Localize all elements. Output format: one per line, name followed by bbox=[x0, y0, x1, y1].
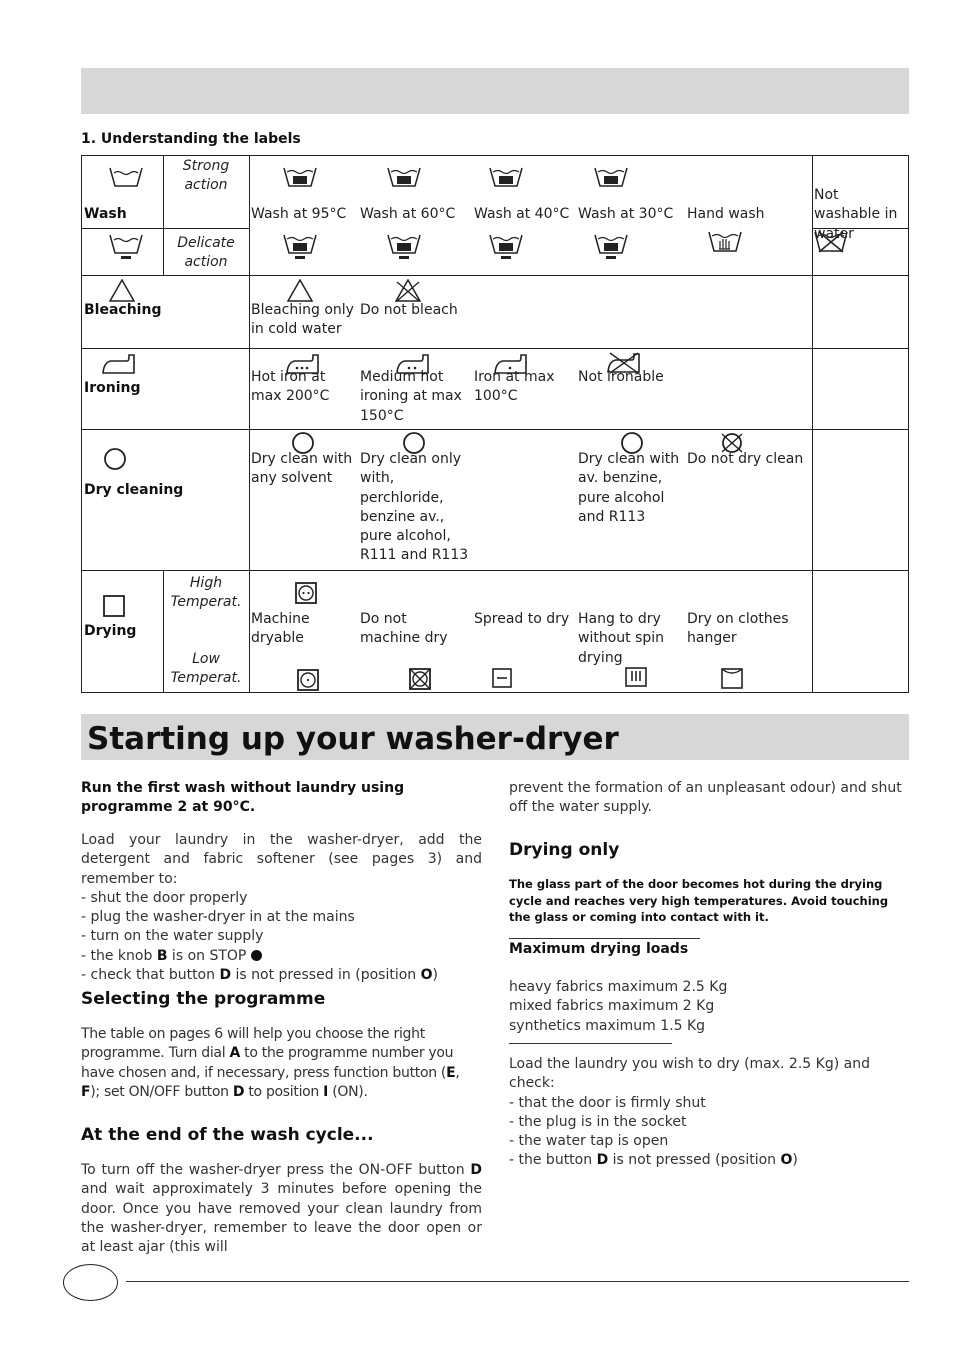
selecting-heading: Selecting the programme bbox=[81, 989, 326, 1009]
drying-square-icon bbox=[103, 595, 125, 617]
intro-bold: Run the first wash without laundry using programme 2 at 90°C. bbox=[81, 780, 405, 816]
dry-load-text: Load the laundry you wish to dry (max. 2.5 Kg) and check: bbox=[509, 1056, 870, 1092]
wash-60-text: Wash at 60°C bbox=[360, 206, 456, 222]
not-washable-text: Not washable in water bbox=[814, 187, 898, 242]
no-bleach-text: Do not bleach bbox=[360, 302, 458, 318]
stop-dot-icon bbox=[251, 950, 262, 961]
wash-95-delicate-icon bbox=[283, 233, 317, 261]
dry-cleaning-label: Dry cleaning bbox=[84, 482, 184, 498]
hand-wash-text: Hand wash bbox=[687, 206, 765, 222]
iron-hot-text: Hot iron at max 200°C bbox=[251, 369, 330, 405]
wash-60-delicate-icon bbox=[387, 233, 421, 261]
dry-clean-f-text: Dry clean with av. benzine, pure alcohol and R113 bbox=[578, 451, 680, 525]
check-item: - the button D is not pressed (position O) bbox=[509, 1152, 798, 1169]
max-loads-heading: Maximum drying loads bbox=[509, 941, 689, 957]
drying-label: Drying bbox=[84, 623, 137, 639]
clothes-hanger-text: Dry on clothes hanger bbox=[687, 611, 789, 647]
bleach-triangle-icon bbox=[109, 279, 135, 303]
load-item: heavy fabrics maximum 2.5 Kg bbox=[509, 979, 728, 995]
wash-95-text: Wash at 95°C bbox=[251, 206, 347, 222]
check-line: - check that button D is not pressed in (position O) bbox=[81, 967, 438, 984]
dry-clean-any-text: Dry clean with any solvent bbox=[251, 451, 353, 487]
wash-delicate-icon bbox=[109, 233, 143, 261]
cold-bleach-icon bbox=[287, 279, 313, 303]
spread-to-dry-text: Spread to dry bbox=[474, 611, 570, 627]
delicate-action-label: Delicate action bbox=[177, 235, 235, 271]
iron-medium-text: Medium hot ironing at max 150°C bbox=[360, 369, 462, 424]
wash-40-icon bbox=[489, 166, 523, 188]
no-dry-clean-text: Do not dry clean bbox=[687, 451, 804, 467]
care-labels-table bbox=[81, 155, 909, 693]
wash-95-icon bbox=[283, 166, 317, 188]
drying-only-heading: Drying only bbox=[509, 840, 620, 860]
tumble-dry-high-icon bbox=[295, 582, 317, 604]
iron-icon bbox=[101, 353, 137, 375]
wash-30-delicate-icon bbox=[594, 233, 628, 261]
section-title: 1. Understanding the labels bbox=[81, 131, 301, 147]
dry-clean-p-text: Dry clean only with, perchloride, benzine av., pure alcohol, R111 and R113 bbox=[360, 451, 469, 564]
load-item: mixed fabrics maximum 2 Kg bbox=[509, 998, 715, 1015]
wash-40-delicate-icon bbox=[489, 233, 523, 261]
check-item: - the plug is in the socket bbox=[509, 1113, 687, 1130]
hot-glass-warning: The glass part of the door becomes hot during the drying cycle and reaches very high temperatures. Avoid touching the glass or coming into contact with it. bbox=[509, 877, 889, 924]
bleach-cold-text: Bleaching only in cold water bbox=[251, 302, 354, 338]
tumble-dry-low-icon bbox=[297, 669, 319, 691]
page-number-oval bbox=[63, 1264, 118, 1301]
max-loads-list bbox=[509, 978, 909, 1036]
load-text: Load your laundry in the washer-dryer, add the detergent and fabric softener (see pages 3) and remember to: bbox=[81, 832, 482, 887]
strong-action-label: Strong action bbox=[182, 158, 230, 194]
wash-60-icon bbox=[387, 166, 421, 188]
knob-line: - the knob B is on STOP bbox=[81, 947, 482, 966]
list-item: - shut the door properly bbox=[81, 889, 248, 906]
check-item: - the water tap is open bbox=[509, 1133, 669, 1150]
machine-dryable-text: Machine dryable bbox=[251, 611, 310, 647]
load-item: synthetics maximum 1.5 Kg bbox=[509, 1017, 706, 1034]
main-title: Starting up your washer-dryer bbox=[87, 721, 619, 757]
iron-low-text: Iron at max 100°C bbox=[474, 369, 555, 405]
high-temp-label: High Temperat. bbox=[170, 575, 242, 611]
wash-30-text: Wash at 30°C bbox=[578, 206, 674, 222]
not-ironable-text: Not ironable bbox=[578, 369, 664, 385]
check-item: - that the door is firmly shut bbox=[509, 1094, 706, 1111]
no-machine-dry-text: Do not machine dry bbox=[360, 611, 448, 647]
list-item: - plug the washer-dryer in at the mains bbox=[81, 909, 355, 926]
end-cycle-text: To turn off the washer-dryer press the ON-OFF button D and wait approximately 3 minutes before opening the door. Once you have removed your clean laundry from the washer-dryer, remember to leave the door open or at least ajar (this will bbox=[81, 1162, 482, 1256]
footer-rule bbox=[126, 1281, 909, 1282]
list-item: - turn on the water supply bbox=[81, 928, 264, 945]
line-dry-icon bbox=[721, 667, 743, 689]
wash-tub-icon bbox=[109, 166, 143, 188]
ironing-label: Ironing bbox=[84, 380, 141, 396]
dry-check-list bbox=[509, 1055, 909, 1171]
low-temp-label: Low Temperat. bbox=[170, 651, 242, 687]
continued-text: prevent the formation of an unpleasant odour) and shut off the water supply. bbox=[509, 780, 902, 816]
bleaching-label: Bleaching bbox=[84, 302, 162, 318]
heading-rule bbox=[509, 938, 700, 939]
wash-label: Wash bbox=[84, 206, 127, 222]
main-title-band bbox=[81, 714, 909, 760]
header-bar bbox=[81, 68, 909, 114]
no-bleach-icon bbox=[395, 279, 421, 303]
selecting-text: The table on pages 6 will help you choose the right programme. Turn dial A to the programme number you have chosen and, if necessary, press function button (E, F); set ON/OFF button D to position I (ON). bbox=[81, 1026, 460, 1100]
no-tumble-dry-icon bbox=[409, 668, 431, 690]
wash-30-icon bbox=[594, 166, 628, 188]
dry-flat-icon bbox=[492, 668, 512, 688]
drip-dry-icon bbox=[625, 667, 647, 687]
loads-rule bbox=[509, 1043, 672, 1044]
hang-to-dry-text: Hang to dry without spin drying bbox=[578, 611, 665, 666]
load-intro bbox=[81, 831, 482, 985]
dry-clean-circle-icon bbox=[103, 447, 127, 471]
end-cycle-heading: At the end of the wash cycle... bbox=[81, 1125, 374, 1145]
hand-wash-icon bbox=[708, 230, 742, 254]
wash-40-text: Wash at 40°C bbox=[474, 206, 570, 222]
